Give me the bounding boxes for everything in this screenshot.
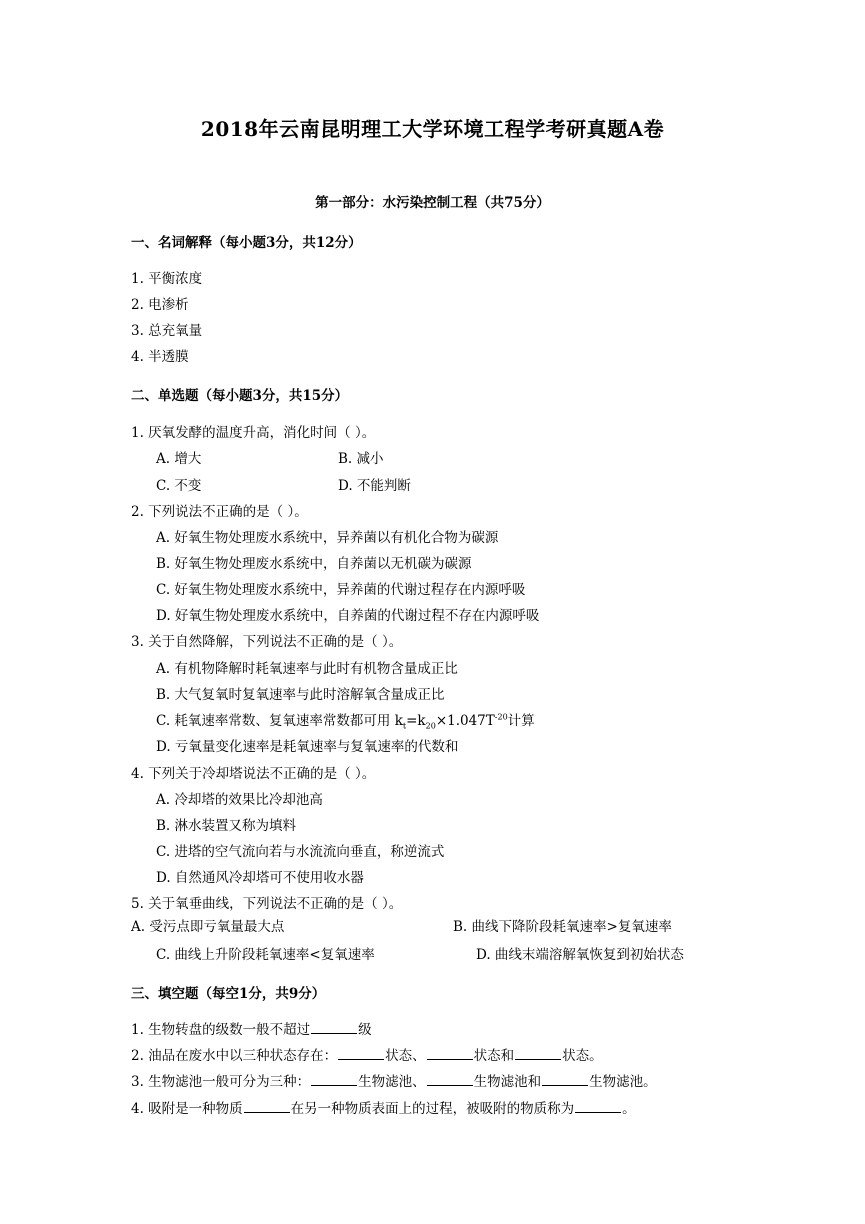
option-c-text: C. 耗氧速率常数、复氧速率常数都可用 k [156,713,403,729]
option-b: B. 好氧生物处理废水系统中，自养菌以无机碳为碳源 [156,556,472,572]
fill-text: 生物滤池、 [358,1074,426,1090]
option-b: B. 曲线下降阶段耗氧速率>复氧速率 [453,919,672,935]
fill-text: 级 [358,1022,372,1038]
term-item: 2. 电渗析 [131,297,189,313]
fill-question [131,1044,603,1064]
subscript: t [402,721,407,731]
option-d: D. 好氧生物处理废水系统中，自养菌的代谢过程不存在内源呼吸 [156,608,540,624]
formula-part: ×1.047T [435,713,495,729]
question-stem: 4. 下列关于冷却塔说法不正确的是（ ）。 [131,766,376,782]
formula-part: 计算 [507,713,535,729]
answer-blank[interactable] [311,1021,357,1034]
question-stem: 5. 关于氧垂曲线，下列说法不正确的是（ ）。 [131,896,403,912]
option-d: D. 自然通风冷却塔可不使用收水器 [156,870,364,886]
option-a: A. 受污点即亏氧量最大点 [131,919,285,935]
term-item: 4. 半透膜 [131,349,189,365]
option-d: D. 亏氧量变化速率是耗氧速率与复氧速率的代数和 [156,739,459,755]
answer-blank[interactable] [338,1047,384,1060]
option-c: C. 好氧生物处理废水系统中，异养菌的代谢过程存在内源呼吸 [156,582,526,598]
question-stem: 1. 厌氧发酵的温度升高，消化时间（ ）。 [131,425,376,441]
fill-question [131,1097,636,1117]
term-item: 1. 平衡浓度 [131,271,203,287]
option-c: C. 曲线上升阶段耗氧速率<复氧速率 [156,947,375,963]
option-b: B. 减小 [338,451,384,467]
option-c: C. 进塔的空气流向若与水流流向垂直，称逆流式 [156,844,445,860]
fill-text: 状态。 [562,1048,603,1064]
fill-text: 状态和 [473,1048,515,1064]
fill-text: 2. 油品在废水中以三种状态存在： [131,1048,338,1064]
question-stem: 3. 关于自然降解，下列说法不正确的是（ ）。 [131,634,403,650]
fill-text: 生物滤池。 [589,1074,657,1090]
fill-text: 3. 生物滤池一般可分为三种： [131,1074,311,1090]
answer-blank[interactable] [542,1073,588,1086]
option-d: D. 不能判断 [338,478,411,494]
answer-blank[interactable] [575,1100,621,1113]
section2-heading: 二、单选题（每小题3分，共15分） [131,388,349,404]
section1-heading: 一、名词解释（每小题3分，共12分） [131,235,362,251]
subscript: 20 [425,721,436,731]
answer-blank[interactable] [427,1073,473,1086]
option-a: A. 好氧生物处理废水系统中，异养菌以有机化合物为碳源 [156,530,499,546]
fill-text: 。 [622,1101,636,1117]
section3-heading: 三、填空题（每空1分，共9分） [131,986,326,1002]
fill-text: 1. 生物转盘的级数一般不超过 [131,1022,311,1038]
option-c [156,709,535,731]
fill-question [131,1018,372,1038]
option-a: A. 增大 [156,451,202,467]
option-c: C. 不变 [156,478,202,494]
exam-title: 2018年云南昆明理工大学环境工程学考研真题A卷 [200,117,665,141]
answer-blank[interactable] [427,1047,473,1060]
option-a: A. 冷却塔的效果比冷却池高 [156,792,323,808]
term-item: 3. 总充氧量 [131,323,203,339]
formula-part: =k [406,713,426,729]
fill-text: 在另一种物质表面上的过程，被吸附的物质称为 [290,1101,575,1117]
answer-blank[interactable] [244,1100,290,1113]
question-stem: 2. 下列说法不正确的是（ ）。 [131,504,308,520]
answer-blank[interactable] [311,1073,357,1086]
fill-text: 4. 吸附是一种物质 [131,1101,243,1117]
option-b: B. 淋水装置又称为填料 [156,818,297,834]
option-b: B. 大气复氧时复氧速率与此时溶解氧含量成正比 [156,687,445,703]
fill-question [131,1070,657,1090]
option-a: A. 有机物降解时耗氧速率与此时有机物含量成正比 [156,661,458,677]
fill-text: 状态、 [385,1048,426,1064]
part-heading: 第一部分：水污染控制工程（共75分） [315,195,550,211]
superscript: -20 [494,712,508,722]
answer-blank[interactable] [515,1047,561,1060]
option-d: D. 曲线末端溶解氧恢复到初始状态 [476,947,684,963]
fill-text: 生物滤池和 [473,1074,542,1090]
